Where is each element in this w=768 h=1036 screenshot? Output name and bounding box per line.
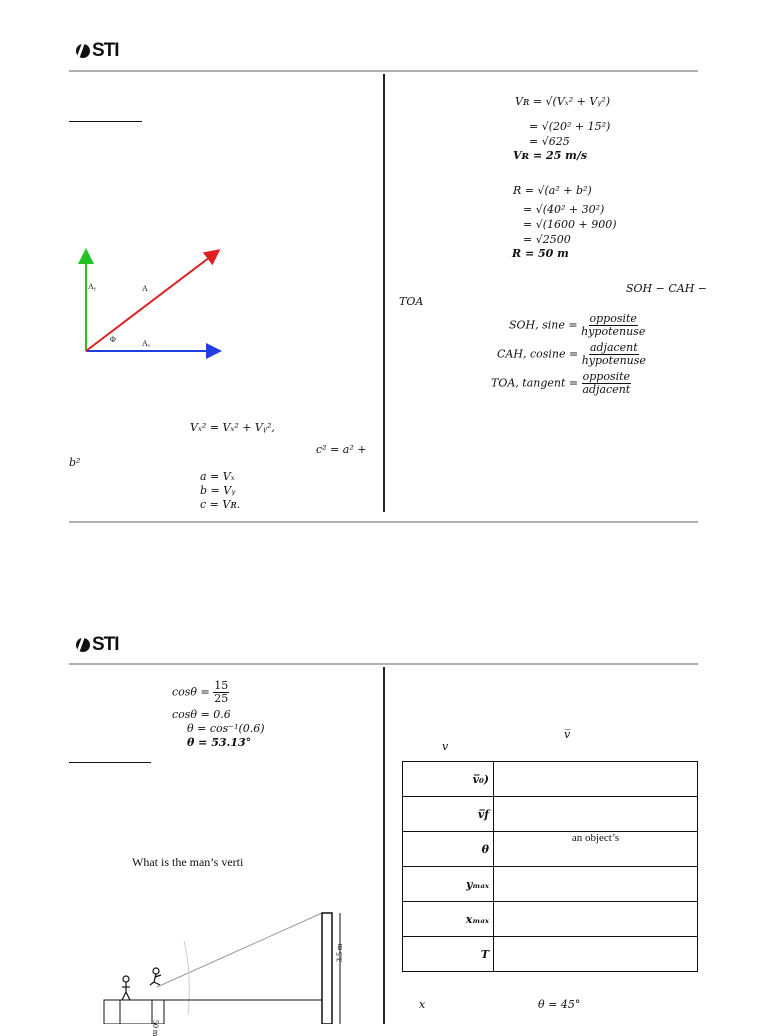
cos-line-2: cosθ = 0.6 xyxy=(172,708,231,721)
table-row xyxy=(403,832,698,867)
toa-denominator: adjacent xyxy=(582,383,631,396)
cos-line-3: θ = cos⁻¹(0.6) xyxy=(187,722,265,735)
variable-symbol: v̅₀) xyxy=(403,762,494,797)
toa-definition xyxy=(491,371,631,396)
sti-logo-2 xyxy=(76,634,119,656)
projectile-diagram xyxy=(100,905,350,1024)
question-text: What is the man’s verti xyxy=(132,855,244,869)
column-divider-2 xyxy=(383,667,385,1024)
soh-definition xyxy=(509,313,645,338)
sight-line xyxy=(157,913,322,987)
cos-label: cosθ = xyxy=(172,685,210,699)
cah-numerator: adjacent xyxy=(589,341,638,354)
header-divider xyxy=(69,70,698,72)
logo-text: STI xyxy=(92,40,119,61)
jumper-figure xyxy=(150,968,161,985)
variable-symbol: θ xyxy=(403,832,494,867)
variable-description xyxy=(494,937,698,972)
label-a: A xyxy=(142,284,148,293)
soh-label: SOH, sine = xyxy=(509,318,578,332)
column-divider xyxy=(383,74,385,512)
globe-icon xyxy=(76,44,90,58)
r-line-4: = √2500 xyxy=(523,233,571,246)
variable-description xyxy=(494,902,698,937)
variable-symbol: yₘₐₓ xyxy=(403,867,494,902)
cos-denominator: 25 xyxy=(214,692,229,705)
eq-c: c = Vʀ. xyxy=(200,498,241,511)
projectile-variables-table xyxy=(402,761,698,972)
cos-numerator: 15 xyxy=(214,679,229,692)
r-line-2: = √(40² + 30²) xyxy=(523,203,605,216)
velocity-symbol: v xyxy=(442,740,449,753)
eq-pythagoras: c² = a² + xyxy=(316,443,367,456)
eq-b-squared: b² xyxy=(69,456,81,469)
table-row xyxy=(403,937,698,972)
theta-45: θ = 45° xyxy=(538,998,581,1011)
cah-label: CAH, cosine = xyxy=(497,347,579,361)
table-row xyxy=(403,867,698,902)
man-figure xyxy=(122,976,130,1000)
toa-numerator: opposite xyxy=(582,370,631,383)
height-label: 3.5 m xyxy=(335,943,344,962)
variable-description xyxy=(494,762,698,797)
label-theta: Φ xyxy=(110,335,116,344)
vr-line-1: Vʀ = √(Vₓ² + Vᵧ²) xyxy=(515,95,611,108)
eq-resultant-squared: Vₓ² = Vₓ² + Vᵧ², xyxy=(190,421,275,434)
soh-denominator: hypotenuse xyxy=(581,325,646,338)
logo-text-2: STI xyxy=(92,634,119,655)
vr-result: Vʀ = 25 m/s xyxy=(513,149,588,162)
table-row xyxy=(403,762,698,797)
x-symbol: x xyxy=(419,998,426,1011)
sti-logo xyxy=(76,40,119,62)
vr-line-2: = √(20² + 15²) xyxy=(529,120,611,133)
heading-underline xyxy=(69,121,142,122)
r-line-3: = √(1600 + 900) xyxy=(523,218,617,231)
vr-line-3: = √625 xyxy=(529,135,570,148)
footer-divider xyxy=(69,521,698,523)
header-divider-2 xyxy=(69,663,698,665)
variable-description xyxy=(494,797,698,832)
r-line-1: R = √(a² + b²) xyxy=(513,184,592,197)
r-result: R = 50 m xyxy=(512,247,569,260)
variable-symbol: T xyxy=(403,937,494,972)
heading-underline-2 xyxy=(69,762,151,763)
velocity-vector-symbol: v̅ xyxy=(564,728,571,741)
variable-description: an object’s xyxy=(494,832,698,867)
vector-diagram xyxy=(76,244,226,359)
soh-cah-heading: SOH − CAH − xyxy=(626,282,708,295)
variable-description xyxy=(494,867,698,902)
cos-result: θ = 53.13° xyxy=(187,736,252,749)
cah-denominator: hypotenuse xyxy=(581,354,646,367)
variable-symbol: v̅f xyxy=(403,797,494,832)
eq-b: b = Vᵧ xyxy=(200,484,236,497)
label-ax: Aₓ xyxy=(142,339,151,348)
label-ay: Aᵧ xyxy=(88,282,96,291)
eq-a: a = Vₓ xyxy=(200,470,235,483)
toa-label: TOA, tangent = xyxy=(491,376,579,390)
cos-fraction xyxy=(172,680,229,705)
distance-label: 50 m xyxy=(151,1020,160,1036)
building xyxy=(322,913,332,1024)
toa-heading: TOA xyxy=(399,295,424,308)
cah-definition xyxy=(497,342,646,367)
table-row xyxy=(403,902,698,937)
variable-symbol: xₘₐₓ xyxy=(403,902,494,937)
trajectory-arc xyxy=(184,941,189,1015)
table-row xyxy=(403,797,698,832)
soh-numerator: opposite xyxy=(589,312,637,325)
resultant-arrow xyxy=(86,254,214,351)
globe-icon xyxy=(76,638,90,652)
